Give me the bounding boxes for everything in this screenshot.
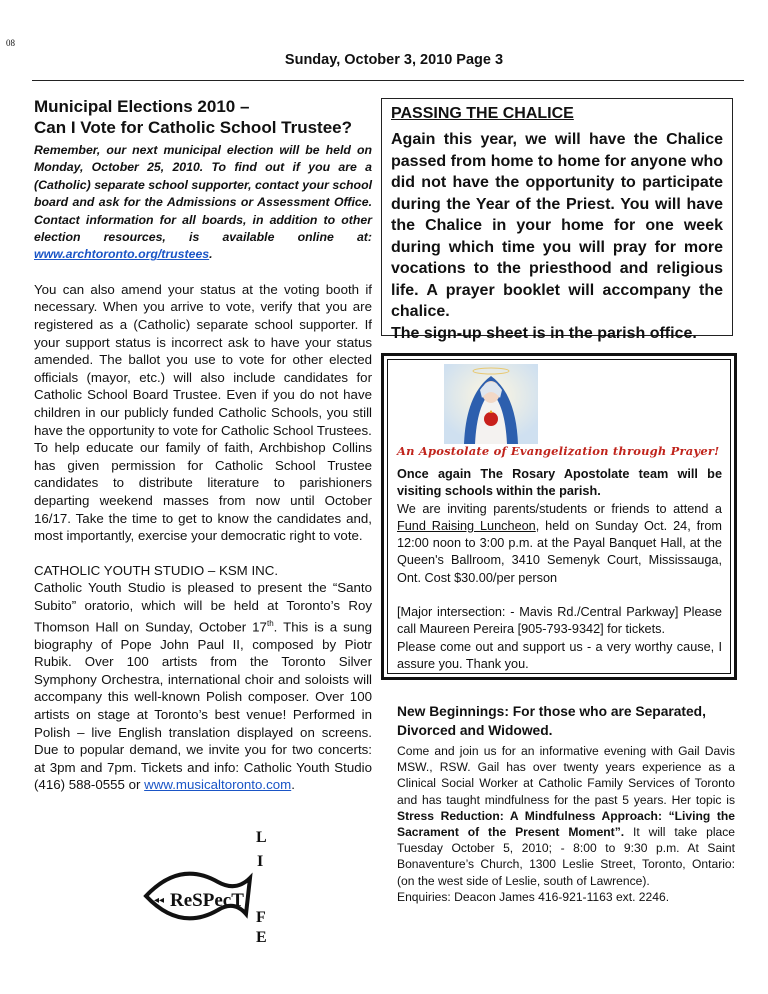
nb-enquiries: Enquiries: Deacon James 416-921-1163 ext. 2246. [397, 889, 670, 904]
rosary-text-a: We are inviting parents/students or friends to attend a [397, 501, 722, 516]
luncheon-underlined: Fund Raising Luncheon [397, 518, 536, 533]
rosary-bold: Once again The Rosary Apostolate team will be visiting schools within the parish. [397, 467, 722, 499]
chalice-text-body: Again this year, we will have the Chalice passed from home to home for anyone who did not have the opportunity to participate during the Year of the Priest. You will have the Chalice in your home for one week during which time you will pray for more vocations to the priesthood and religious life. A prayer booklet will accompany the chalice. [391, 131, 723, 320]
life-letter-i: I [257, 853, 264, 870]
chalice-title: PASSING THE CHALICE [391, 105, 574, 122]
new-beginnings-title: New Beginnings: For those who are Separated, Divorced and Widowed. [397, 704, 706, 738]
mary-image [444, 364, 538, 444]
elections-intro-end: . [209, 247, 213, 262]
life-letter-l: L [256, 829, 267, 846]
nb-text-b: It will take place Tuesday October 5, 2010; - 8:00 to 9:30 p.m. At Saint Bonaventure’s Church, 1300 Leslie Street, Toronto, Ontario: (on the west side of Leslie, south of Lawrence). [397, 825, 735, 888]
life-letter-f: F [256, 909, 266, 926]
left-column [34, 96, 372, 794]
rosary-text-c: [Major intersection: - Mavis Rd./Central Parkway] Please call Maureen Pereira [905-793-9342] for tickets. [397, 605, 722, 637]
youth-text [34, 579, 372, 794]
musicaltoronto-link[interactable]: www.musicaltoronto.com [144, 777, 292, 793]
header-rule [32, 80, 744, 81]
elections-title [34, 96, 372, 138]
youth-end: . [291, 777, 295, 793]
elections-title-line2: Can I Vote for Catholic School Trustee? [34, 118, 353, 137]
page-header: Sunday, October 3, 2010 Page 3 [284, 52, 504, 68]
chalice-box [381, 98, 733, 342]
svg-text:◂◂: ◂◂ [154, 895, 165, 906]
corner-code: 08 [6, 38, 15, 48]
youth-title: CATHOLIC YOUTH STUDIO – KSM INC. [34, 562, 279, 578]
chalice-signup: The sign-up sheet is in the parish office. [391, 324, 697, 342]
respect-word: ReSPecT [170, 890, 244, 911]
elections-intro [34, 142, 372, 264]
youth-sup: th [266, 618, 274, 628]
rosary-body [397, 466, 722, 673]
rosary-text-d: Please come out and support us - a very worthy cause, I assure you. Thank you. [397, 639, 722, 671]
rosary-text-b: , held on Sunday Oct. 24, from 12:00 noon to 3:00 p.m. at the Payal Banquet Hall, at the Queen's Ballroom, 3410 Semenyk Court, Mississauga, Ont. Cost $30.00/per person [397, 518, 722, 585]
youth-text-1: Catholic Youth Studio is pleased to present the “Santo Subito” oratorio, which will be held at Toronto’s Roy Thomson Hall on Sunday, October 17 [34, 580, 372, 634]
life-letter-e: E [256, 929, 267, 946]
chalice-text [391, 129, 723, 344]
elections-body: You can also amend your status at the voting booth if necessary. When you arrive to vote, verify that you are registered as a (Catholic) separate school supporter. If your support status is incorrect ask to have your status amended. The ballot you use to vote for other elected officials (mayor, etc.) will also include candidates for Catholic School Board Trustee. Even if you do not have children in our publicly funded Catholic Schools, you still have the opportunity to vote for Catholic School Trustees. [34, 281, 372, 438]
new-beginnings [397, 703, 735, 905]
youth-text-2: . This is a sung biography of Pope John Paul II, composed by Piotr Rubik. Over 100 artists from the Toronto Silver Symphony Orchestra, international choir and soloists will accompany this well-known Polish composer. Over 100 artists on stage at Toronto’s best venue! Performed in Polish – live English translation displayed on screens. Due to popular demand, we invite you for two concerts: at 3pm and 7pm. Tickets and info: Catholic Youth Studio (416) 588-0555 or [34, 618, 372, 793]
apostolate-banner: An Apostolate of Evangelization through Prayer! [397, 444, 720, 458]
new-beginnings-text [397, 743, 735, 905]
elections-body-2: To help educate our family of faith, Archbishop Collins has given permission for Catholic School Trustee candidates to distribute literature to parishioners departing weekend masses from now until October 16/17. Take the time to get to know the candidates and, most importantly, exercise your democratic right to vote. [34, 440, 372, 544]
rosary-box [381, 353, 737, 680]
respect-life-logo [140, 826, 280, 946]
nb-text-a: Come and join us for an informative evening with Gail Davis MSW., RSW. Gail has over twenty years experience as a Clinical Social Worker at Catholic Family Services of Toronto and has taught mindfulness for the past 5 years. Her topic is [397, 744, 735, 807]
trustees-link[interactable]: www.archtoronto.org/trustees [34, 247, 210, 262]
elections-title-line1: Municipal Elections 2010 – [34, 97, 250, 116]
elections-intro-text: Remember, our next municipal election will be held on Monday, October 25, 2010. To find out if you are a (Catholic) separate school supporter, contact your school board and ask for the Admissions or Assessment Office. Contact information for all boards, in addition to other election resources, is available online at: [34, 143, 372, 245]
nb-bold: Stress Reduction: A Mindfulness Approach: “Living the Sacrament of the Present Moment”. [397, 808, 735, 840]
